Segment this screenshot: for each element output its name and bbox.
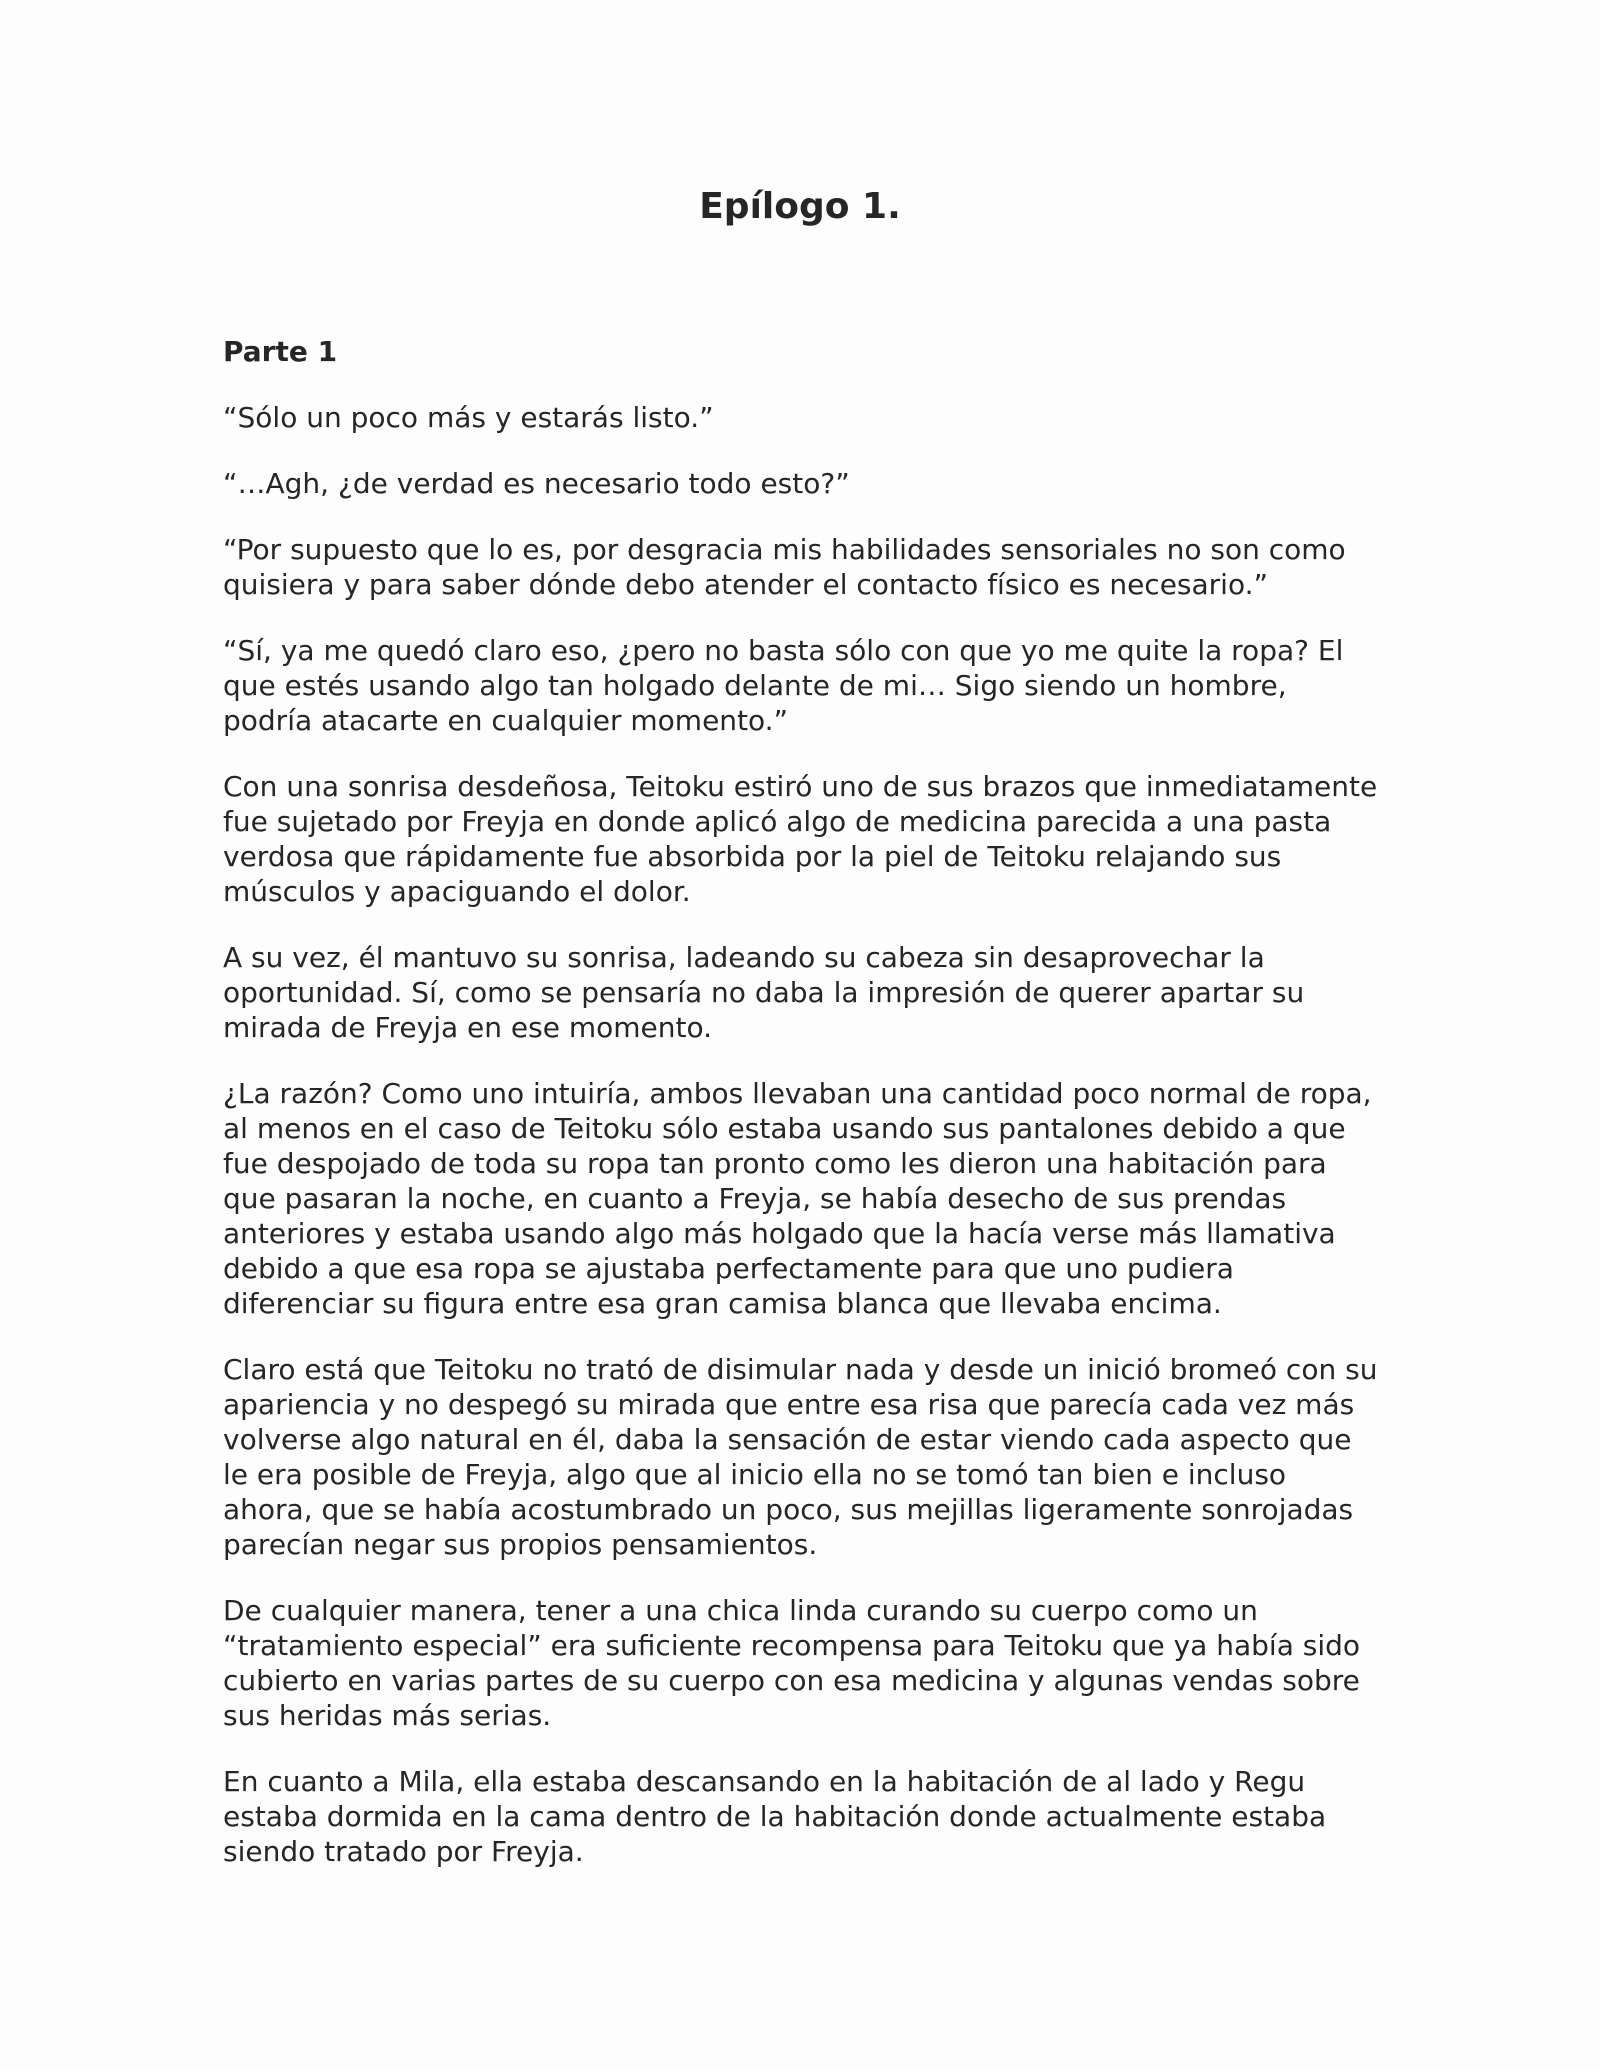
- paragraph: A su vez, él mantuvo su sonrisa, ladeando su cabeza sin desaprovechar la oportunidad. Sí, como se pensaría no daba la impresión de querer apartar su mirada de Freyja en ese momento.: [223, 941, 1305, 1044]
- paragraph: Claro está que Teitoku no trató de disimular nada y desde un inició bromeó con su apariencia y no despegó su mirada que entre esa risa que parecía cada vez más volverse algo natural en él, daba la sensación de estar viendo cada aspecto que le era posible de Freyja, algo que al inicio ella no se tomó tan bien e incluso ahora, que se había acostumbrado un poco, sus mejillas ligeramente sonrojadas parecían negar sus propios pensamientos.: [223, 1353, 1378, 1561]
- paragraph: Con una sonrisa desdeñosa, Teitoku estiró uno de sus brazos que inmediatamente fue sujetado por Freyja en donde aplicó algo de medicina parecida a una pasta verdosa que rápidamente fue absorbida por la piel de Teitoku relajando sus músculos y apaciguando el dolor.: [223, 770, 1378, 908]
- paragraph: ¿La razón? Como uno intuiría, ambos llevaban una cantidad poco normal de ropa, al menos en el caso de Teitoku sólo estaba usando sus pantalones debido a que fue despojado de toda su ropa tan pronto como les dieron una habitación para que pasaran la noche, en cuanto a Freyja, se había desecho de sus prendas anteriores y estaba usando algo más holgado que la hacía verse más llamativa debido a que esa ropa se ajustaba perfectamente para que uno pudiera diferenciar su figura entre esa gran camisa blanca que llevaba encima.: [223, 1077, 1372, 1320]
- paragraph: De cualquier manera, tener a una chica linda curando su cuerpo como un “tratamiento especial” era suficiente recompensa para Teitoku que ya había sido cubierto en varias partes de su cuerpo con esa medicina y algunas vendas sobre sus heridas más serias.: [223, 1594, 1361, 1732]
- section-heading: Parte 1: [223, 335, 338, 368]
- paragraph: “…Agh, ¿de verdad es necesario todo esto?”: [223, 467, 850, 500]
- paragraph: En cuanto a Mila, ella estaba descansando en la habitación de al lado y Regu estaba dormida en la cama dentro de la habitación donde actualmente estaba siendo tratado por Freyja.: [223, 1765, 1327, 1868]
- paragraph: “Sí, ya me quedó claro eso, ¿pero no basta sólo con que yo me quite la ropa? El que estés usando algo tan holgado delante de mi… Sigo siendo un hombre, podría atacarte en cualquier momento.”: [223, 634, 1344, 737]
- paragraph: “Sólo un poco más y estarás listo.”: [223, 401, 714, 434]
- document-body: [223, 334, 1383, 1900]
- chapter-title: Epílogo 1.: [699, 186, 901, 227]
- paragraph: “Por supuesto que lo es, por desgracia mis habilidades sensoriales no son como quisiera y para saber dónde debo atender el contacto físico es necesario.”: [223, 533, 1346, 601]
